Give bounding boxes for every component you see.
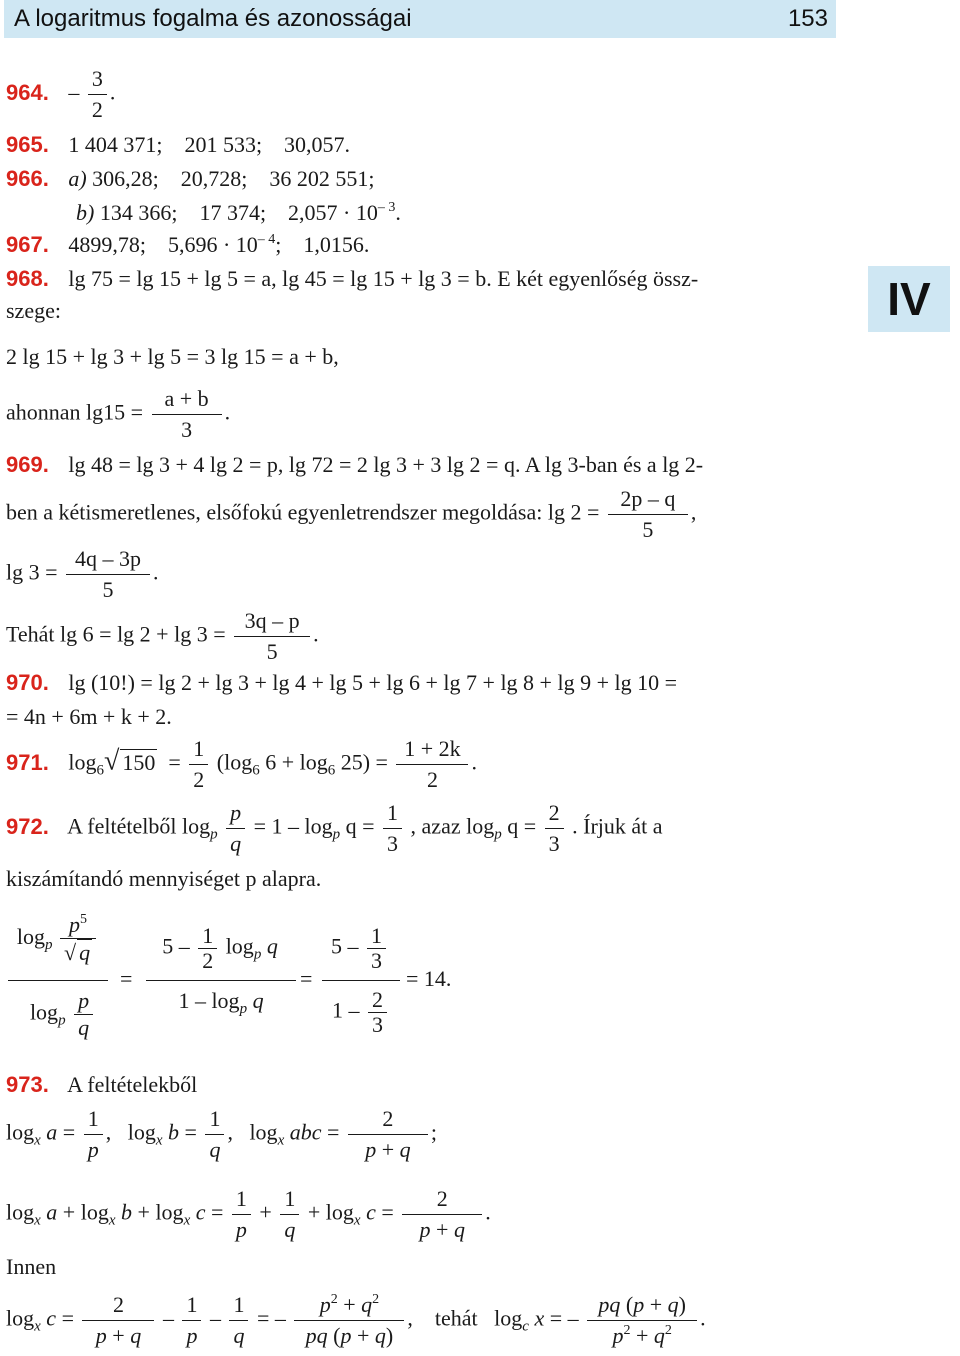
page-header bbox=[4, 0, 836, 38]
exercise-969-lg3: lg 3 = $\frac{4q - 3p}{5}$ . bbox=[6, 546, 159, 602]
page-number: 153 bbox=[787, 5, 828, 32]
exercise-973-line1: $\log_x a$ = $\frac{1}{p}$ , $\log_x b$ = $\frac{1}{q}$ , $\log_x$ abc = $\frac{2}{p + q}$ ; bbox=[6, 1106, 438, 1162]
exercise-969-line2: ben a kétismeretlenes, elsőfokú egyenletrendszer megoldása: lg 2 = $\frac{2p - q}{5}$ , bbox=[6, 486, 697, 542]
exercise-970-line2: = 4n + 6m + k + 2. bbox=[6, 704, 172, 729]
exercise-968-line2: szege: bbox=[6, 298, 61, 323]
innen-label: Innen bbox=[6, 1254, 57, 1279]
exercise-972: 972. A feltételből $\log_p$ $\frac{p}{q}$ = $1 - \log_p q$ = $\frac{1}{3}$ , azaz $\log_p q$ = $\frac{2}{3}$ . Írjuk át a bbox=[6, 800, 663, 856]
exercise-969-lg6: Tehát lg 6 = lg 2 + lg 3 = $\frac{3q - p}{5}$ . bbox=[6, 608, 319, 664]
compound-fraction: $\log_p$ $\frac{p^5}{√ q}$ $\log_p$ $\frac{p}{q}$ = 5 – $\frac{1}{2}$ $\log_p q$ $1 - \log_p q$ = 5 – $\frac{1}{3}$ 1 – $\frac{2}{3}$ = 14. bbox=[8, 904, 488, 1064]
chapter-tab: IV bbox=[868, 266, 950, 332]
exercise-968: 968. lg 75 = lg 15 + lg 5 = a, lg 45 = lg 15 + lg 3 = b. E két egyenlőség össz- bbox=[6, 266, 699, 291]
exercise-965: 965. 1 404 371; 201 533; 30,057. bbox=[6, 132, 351, 157]
exercise-968-eq: 2 lg 15 + lg 3 + lg 5 = 3 lg 15 = a + b, bbox=[6, 344, 339, 369]
exercise-967: 967. 4899,78; $5,696 \cdot 10^{- 4}$; 1,0156. bbox=[6, 232, 370, 257]
exercise-973: 973. A feltételekből bbox=[6, 1072, 198, 1097]
exercise-966: 966. a) 306,28; 20,728; 36 202 551; bbox=[6, 166, 375, 191]
exercise-966-b: b) 134 366; 17 374; $2,057 \cdot 10^{- 3}$. bbox=[76, 200, 401, 225]
exercise-973-line3: $\log_x c$ = $\frac{2}{p + q}$ – $\frac{1}{p}$ – $\frac{1}{q}$ = – $\frac{p^2 + q^2}{pq (p + q)}$ , tehát $\log_c x$ = – $\frac{pq (p + q)}{p^2 + q^2}$ . bbox=[6, 1292, 706, 1348]
answer-text: 1 404 371; 201 533; 30,057. bbox=[68, 132, 351, 157]
exercise-973-line2: $\log_x a + \log_x b + \log_x c$ = $\frac{1}{p}$ + $\frac{1}{q}$ + $\log_x c$ = $\frac{2}{p + q}$ . bbox=[6, 1186, 491, 1242]
exercise-972-line2: kiszámítandó mennyiséget p alapra. bbox=[6, 866, 322, 891]
exercise-970: 970. lg (10!) = lg 2 + lg 3 + lg 4 + lg 5 + lg 6 + lg 7 + lg 8 + lg 9 + lg 10 = bbox=[6, 670, 678, 695]
exercise-969: 969. lg 48 = lg 3 + 4 lg 2 = p, lg 72 = 2 lg 3 + 3 lg 2 = q. A lg 3-ban és a lg 2- bbox=[6, 452, 704, 477]
exercise-971: 971. $\log_6√$ 150 = $\frac{1}{2}$ ($\log_6$ $6 + \log_6 25$) = $\frac{1 + 2k}{2}$ . bbox=[6, 736, 477, 792]
exercise-number: 964. bbox=[6, 79, 49, 105]
chapter-title: A logaritmus fogalma és azonosságai bbox=[14, 5, 412, 32]
exercise-968-result: ahonnan lg15 = $\frac{a + b}{3}$ . bbox=[6, 386, 231, 442]
exercise-964: 964. – $\frac{3}{2}$ . bbox=[6, 66, 116, 122]
